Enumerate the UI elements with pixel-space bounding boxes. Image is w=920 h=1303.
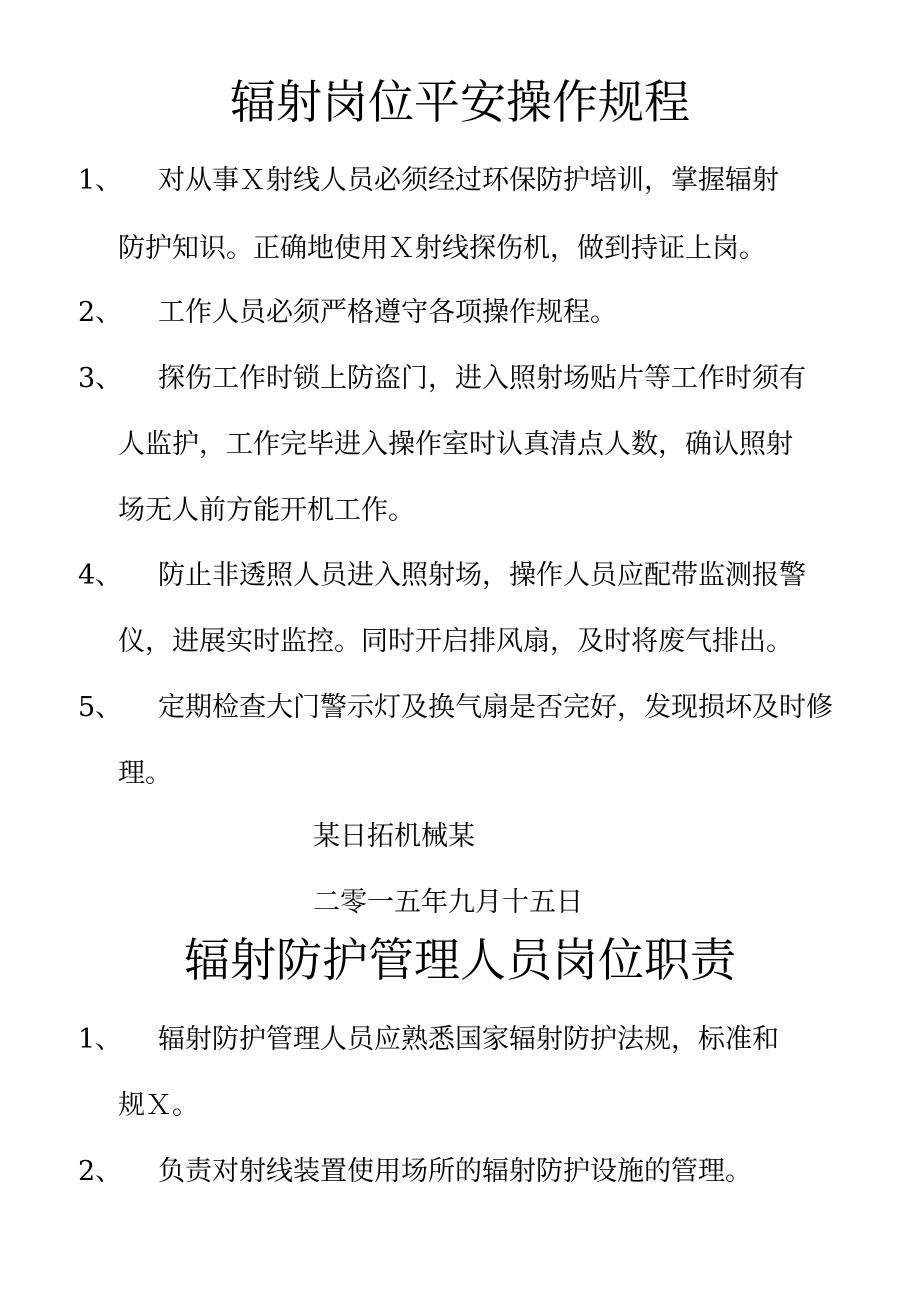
item-text-line: 仪，进展实时监控。同时开启排风扇，及时将废气排出。 bbox=[118, 626, 793, 657]
item-number: 3、 bbox=[78, 363, 123, 394]
item-number: 2、 bbox=[78, 1156, 123, 1187]
item-text-line: 人监护，工作完毕进入操作室时认真清点人数，确认照射 bbox=[118, 429, 793, 460]
signature-date: 二零一五年九月十五日 bbox=[313, 887, 583, 918]
item-text-line: 场无人前方能开机工作。 bbox=[118, 495, 415, 526]
item-text-line: 负责对射线装置使用场所的辐射防护设施的管理。 bbox=[158, 1156, 752, 1187]
item-number: 2、 bbox=[78, 297, 123, 328]
signature-company: 某日拓机械某 bbox=[313, 821, 475, 852]
item-number: 5、 bbox=[78, 692, 123, 723]
item-number: 1、 bbox=[78, 1024, 123, 1055]
section-title: 辐射防护管理人员岗位职责 bbox=[184, 933, 736, 987]
item-text-line: 定期检查大门警示灯及换气扇是否完好，发现损坏及时修 bbox=[158, 692, 833, 723]
item-number: 1、 bbox=[78, 165, 123, 196]
item-number: 4、 bbox=[78, 560, 123, 591]
item-text-line: 防止非透照人员进入照射场，操作人员应配带监测报警 bbox=[158, 560, 806, 591]
item-text-line: 探伤工作时锁上防盗门，进入照射场贴片等工作时须有 bbox=[158, 363, 806, 394]
item-text-line: 理。 bbox=[118, 758, 172, 789]
item-text-line: 工作人员必须严格遵守各项操作规程。 bbox=[158, 297, 617, 328]
item-text-line: 对从事Ｘ射线人员必须经过环保防护培训，掌握辐射 bbox=[158, 165, 779, 196]
page-title: 辐射岗位平安操作规程 bbox=[230, 75, 690, 129]
item-text-line: 防护知识。正确地使用Ｘ射线探伤机，做到持证上岗。 bbox=[118, 233, 766, 264]
item-text-line: 规Ｘ。 bbox=[118, 1090, 199, 1121]
item-text-line: 辐射防护管理人员应熟悉国家辐射防护法规，标准和 bbox=[158, 1024, 779, 1055]
